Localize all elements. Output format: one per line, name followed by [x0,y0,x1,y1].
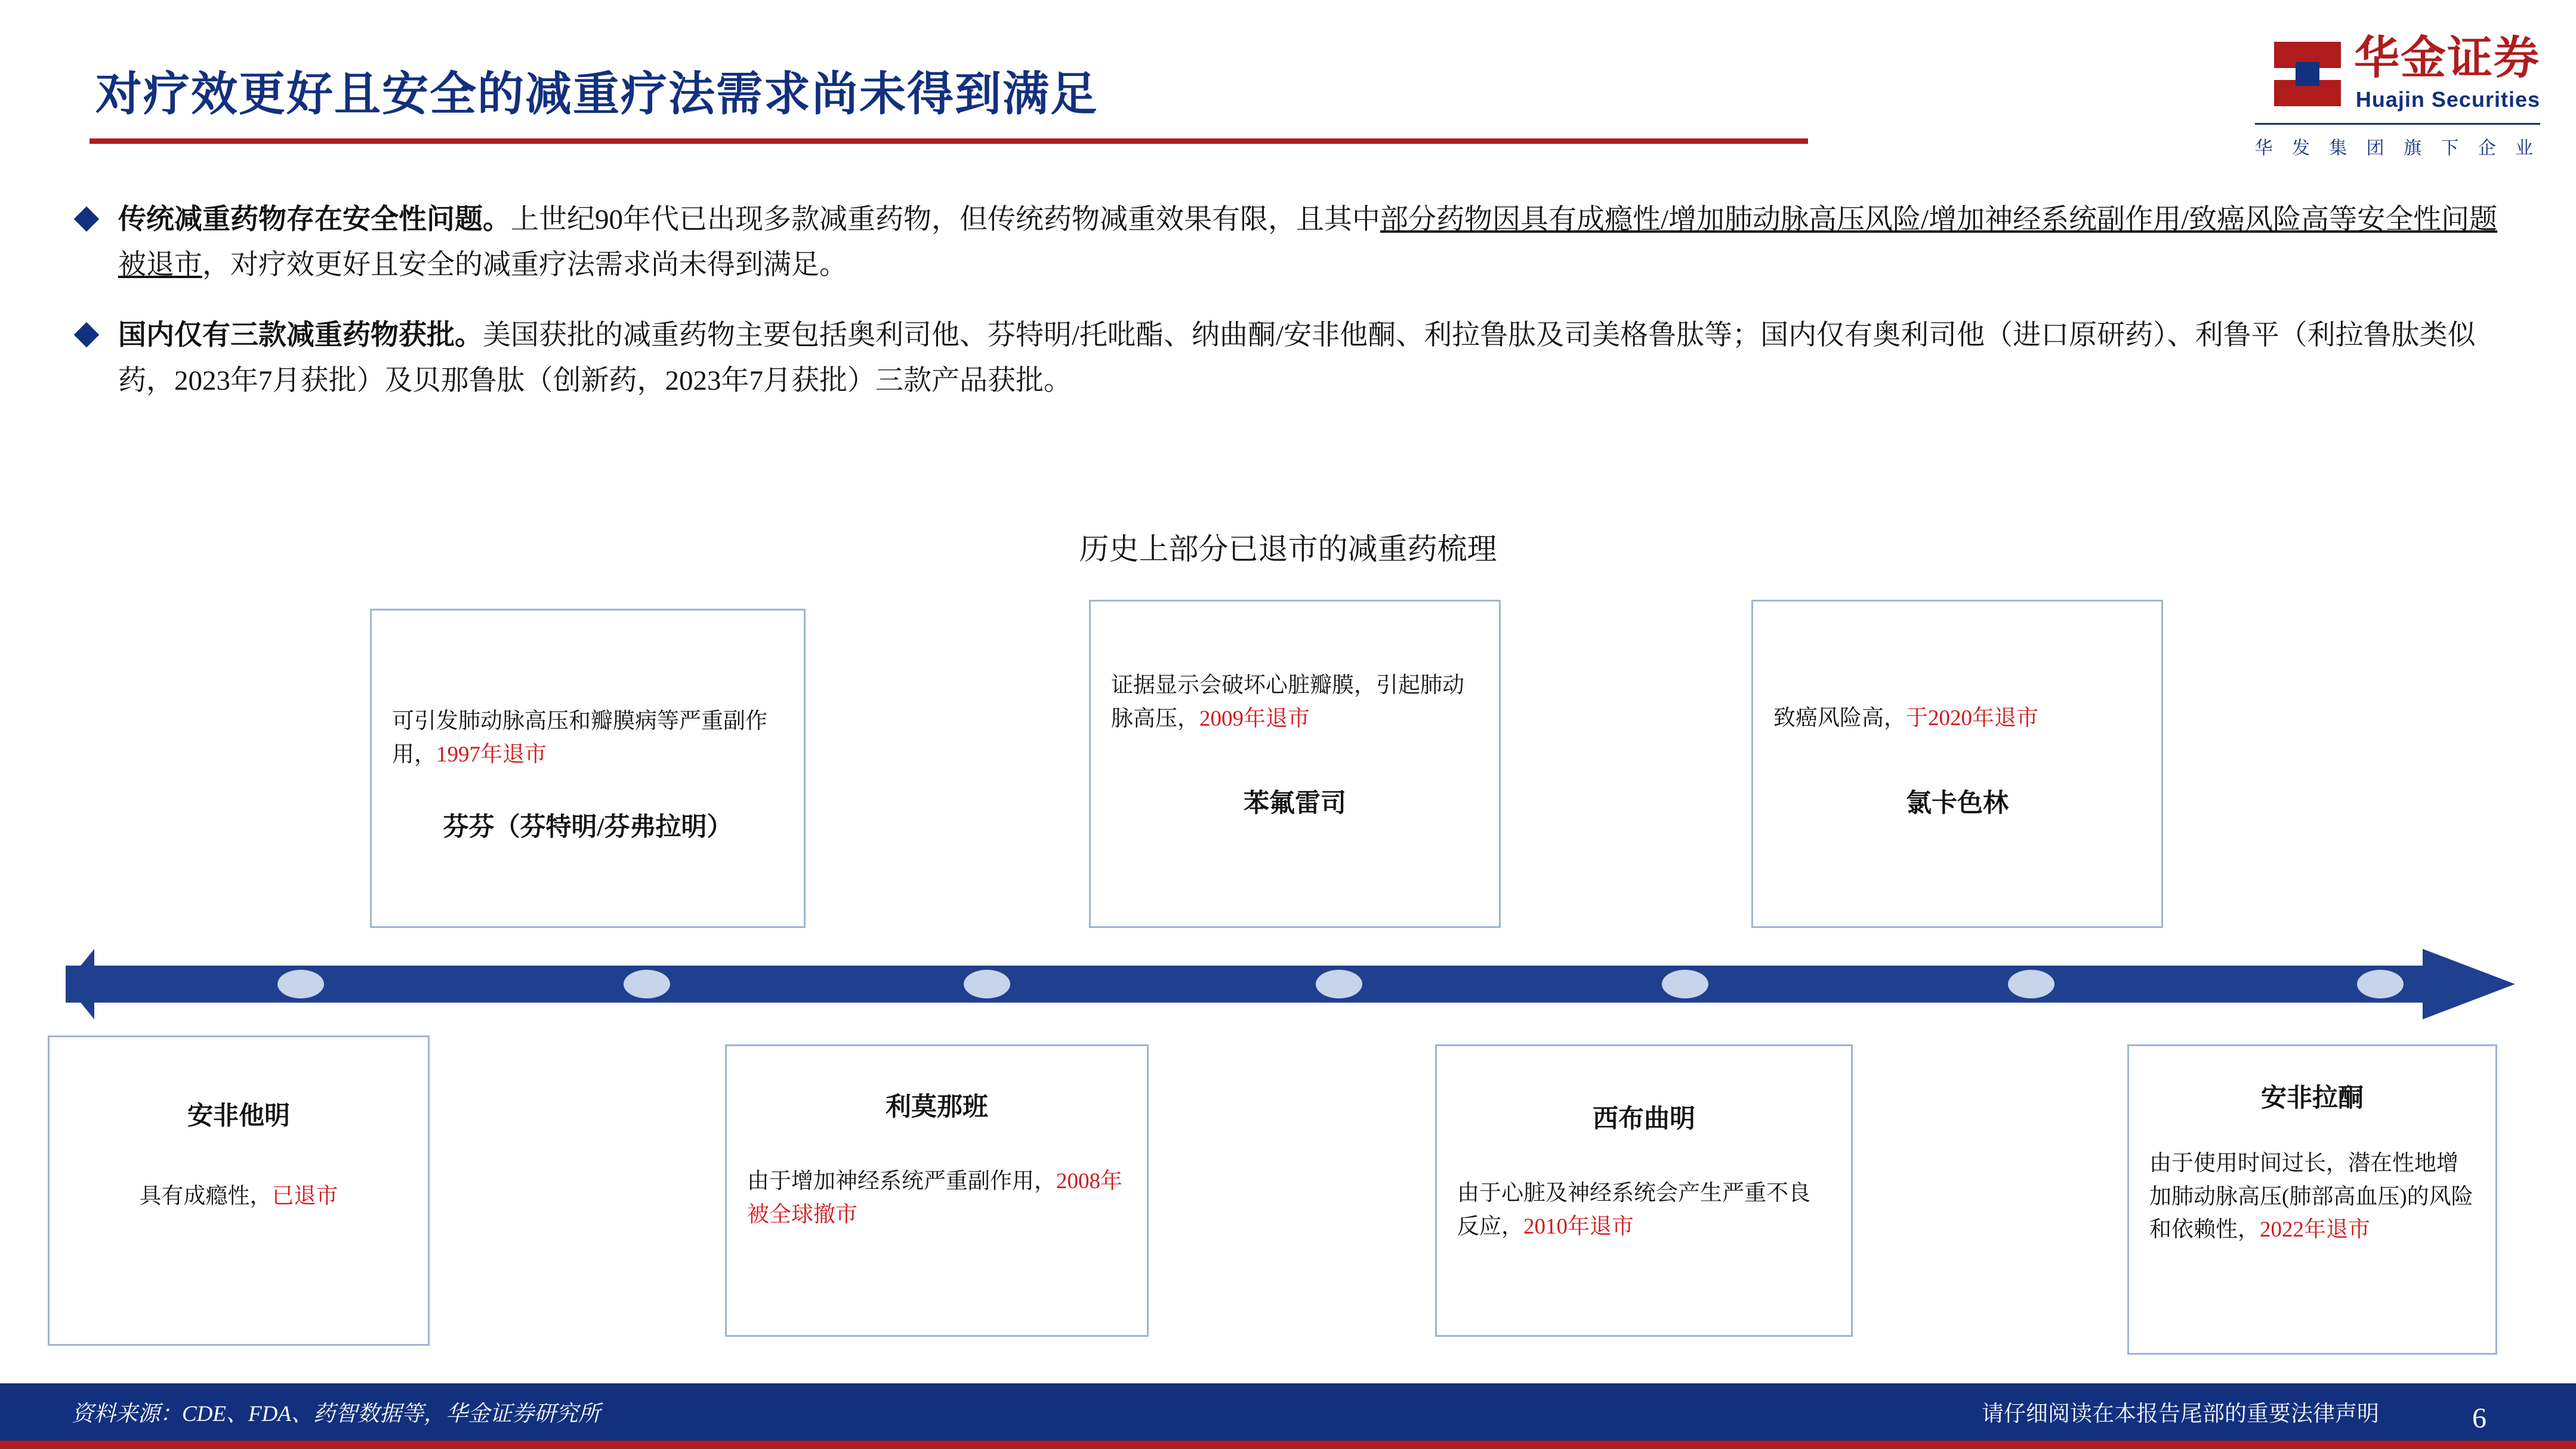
page-number: 6 [2472,1402,2486,1434]
card-desc: 由于心脏及神经系统会产生严重不良反应， [1457,1181,1810,1239]
footer-accent-bar [0,1441,2576,1449]
card-desc-highlight: 2010年退市 [1523,1214,1634,1239]
card-title: 利莫那班 [886,1093,988,1121]
timeline-node-dot [2008,970,2054,998]
timeline-node-dot [1662,970,1708,998]
timeline-card-below-1 [48,1035,430,1346]
diamond-bullet-icon [74,322,99,347]
card-desc: 具有成瘾性， [139,1184,272,1208]
timeline-card-below-4 [2127,1044,2497,1355]
bullet-body: 上世纪90年代已出现多款减重药物，但传统药物减重效果有限，且其中 [511,204,1380,235]
timeline-card-above-3 [1751,600,2163,928]
card-desc-highlight: 2008年被全球撤市 [747,1169,1122,1227]
timeline-node-dot [1316,970,1362,998]
bullet-lead: 国内仅有三款减重药物获批。 [118,320,483,352]
arrow-head-icon [2423,949,2515,1019]
logo-text-cn: 华金证券 [2354,33,2540,84]
bullet-underlined: 部分药物因具有成瘾性/增加肺动脉高压风险/增加神经系统副作用/致癌风险高等安全性问题被退市 [118,204,2498,281]
footer-source: 资料来源：CDE、FDA、药智数据等，华金证券研究所 [72,1402,600,1426]
list-item [78,313,2512,403]
list-item [78,197,2512,288]
card-desc: 由于增加神经系统严重副作用， [747,1169,1056,1194]
timeline-card-above-1 [370,609,806,928]
card-title: 苯氟雷司 [1244,790,1346,818]
timeline-node-dot [277,970,324,998]
card-desc: 可引发肺动脉高压和瓣膜病等严重副作用， [392,709,767,767]
chart-title: 历史上部分已退市的减重药梳理 [1079,532,1497,566]
bullet-lead: 传统减重药物存在安全性问题。 [118,204,511,235]
card-title: 氯卡色林 [1906,789,2009,818]
bullet-body-tail: ，对疗效更好且安全的减重疗法需求尚未得到满足。 [202,249,847,281]
card-desc-highlight: 于2020年退市 [1906,706,2038,730]
diamond-bullet-icon [74,206,99,232]
card-desc-highlight: 2022年退市 [2260,1217,2370,1242]
timeline-card-below-2 [725,1044,1149,1337]
logo-mark-icon [2274,42,2341,106]
footer-disclaimer: 请仔细阅读在本报告尾部的重要法律声明 [1982,1402,2379,1426]
timeline-node-dot [964,970,1010,998]
card-title: 西布曲明 [1593,1105,1695,1133]
logo-text-en: Huajin Securities [2355,87,2540,112]
page-title: 对疗效更好且安全的减重疗法需求尚未得到满足 [95,67,1099,120]
timeline-card-above-2 [1089,600,1501,928]
timeline-node-dot [624,970,670,998]
card-desc: 致癌风险高， [1773,706,1906,730]
card-desc: 由于使用时间过长，潜在性地增加肺动脉高压(肺部高血压)的风险和依赖性， [2149,1151,2473,1242]
timeline-node-dot [2357,970,2404,998]
card-title: 芬芬（芬特明/芬弗拉明） [443,813,733,841]
timeline-axis [66,949,2518,1021]
card-desc: 证据显示会破坏心脏瓣膜，引起肺动脉高压， [1111,673,1464,731]
bullet-body: 美国获批的减重药物主要包括奥利司他、芬特明/托吡酯、纳曲酮/安非他酮、利拉鲁肽及司美格鲁肽等；国内仅有奥利司他（进口原研药）、利鲁平（利拉鲁肽类似药，2023年7月获批）及贝那鲁肽（创新药，2023年7月获批）三款产品获批。 [118,320,2476,397]
timeline-card-below-3 [1435,1044,1853,1337]
brand-logo [2134,33,2540,159]
card-desc-highlight: 已退市 [272,1184,338,1208]
card-title: 安非拉酮 [2261,1084,2364,1112]
logo-subtitle: 华 发 集 团 旗 下 企 业 [2255,123,2540,159]
card-desc-highlight: 1997年退市 [436,742,547,767]
bullet-list [78,197,2512,429]
card-title: 安非他明 [187,1102,290,1130]
card-desc-highlight: 2009年退市 [1199,706,1310,731]
title-divider [90,138,1808,144]
